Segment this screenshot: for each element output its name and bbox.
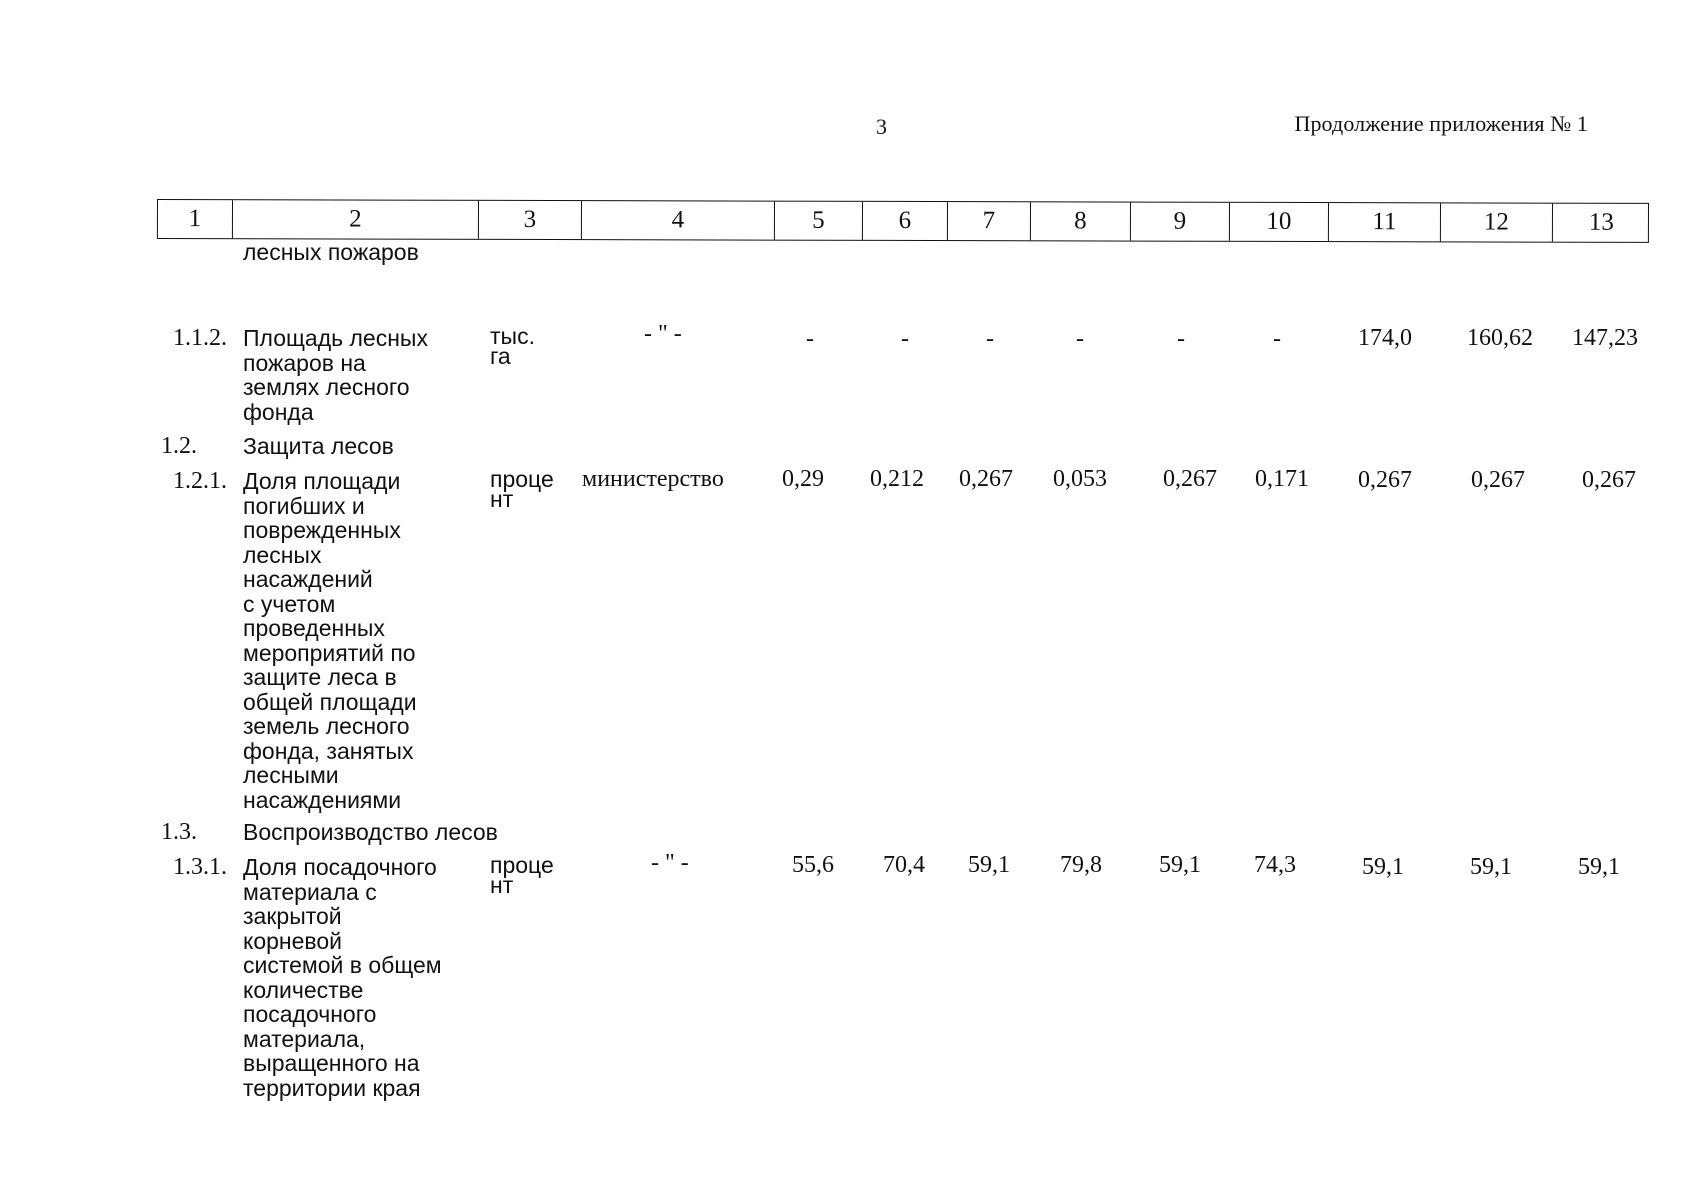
section-code: 1.2. (161, 433, 197, 459)
value-col-5: 55,6 (792, 852, 834, 878)
value-col-12: 160,62 (1467, 325, 1533, 351)
row-code: 1.2.1. (173, 468, 227, 494)
row-code: 1.3.1. (173, 854, 227, 880)
column-header-9: 9 (1130, 203, 1229, 241)
continuation-title: Продолжение приложения № 1 (1294, 111, 1588, 136)
column-header-6: 6 (862, 202, 947, 240)
indicator-name: Доля посадочного материала с закрытой корневой системой в общем количестве посадочного материала, выращенного на территории края (243, 854, 442, 1101)
value-col-8: 0,053 (1053, 466, 1107, 492)
section-title: Воспроизводство лесов (243, 819, 498, 845)
value-col-11: 174,0 (1358, 325, 1412, 351)
value-col-13: 147,23 (1572, 325, 1638, 351)
value-col-5: 0,29 (782, 466, 824, 492)
column-header-1: 1 (188, 205, 202, 233)
column-header-11: 11 (1328, 203, 1440, 241)
row-code: 1.1.2. (173, 325, 227, 351)
page-number: 3 (876, 114, 887, 139)
column-header-5: 5 (774, 202, 862, 240)
table-header-row (157, 199, 1649, 243)
value-col-7: - (986, 326, 994, 352)
column-header-7: 7 (947, 202, 1030, 240)
value-col-11: 0,267 (1358, 467, 1412, 493)
executor: - " - (651, 850, 689, 876)
value-col-12: 59,1 (1470, 854, 1512, 880)
value-col-12: 0,267 (1471, 467, 1525, 493)
value-col-10: - (1273, 326, 1281, 352)
value-col-10: 0,171 (1255, 466, 1309, 492)
value-col-9: 59,1 (1159, 852, 1201, 878)
value-col-5: - (806, 326, 814, 352)
column-header-8: 8 (1030, 202, 1130, 240)
value-col-11: 59,1 (1362, 854, 1404, 880)
value-col-8: - (1076, 326, 1084, 352)
value-col-13: 59,1 (1578, 854, 1620, 880)
unit-of-measure: проце нт (490, 466, 554, 512)
value-col-7: 0,267 (959, 466, 1013, 492)
column-header-12: 12 (1440, 203, 1552, 241)
column-header-10: 10 (1229, 203, 1328, 241)
executor: министерство (582, 466, 724, 492)
column-header-4: 4 (581, 201, 774, 240)
section-title: Защита лесов (243, 433, 394, 459)
unit-of-measure: проце нт (490, 852, 554, 898)
value-col-6: - (901, 326, 909, 352)
column-header-3: 3 (478, 201, 581, 239)
value-col-6: 70,4 (883, 852, 925, 878)
value-col-9: 0,267 (1163, 466, 1217, 492)
indicator-name: Площадь лесных пожаров на землях лесного фонда (243, 325, 428, 425)
column-header-13: 13 (1552, 204, 1650, 242)
carryover-text: лесных пожаров (243, 239, 419, 265)
indicator-name: Доля площади погибших и поврежденных лесных насаждений с учетом проведенных мероприятий по защите леса в общей площади земель лесного фонда, занятых лесными насаждениями (243, 468, 417, 813)
value-col-10: 74,3 (1254, 852, 1296, 878)
column-header-2: 2 (232, 200, 478, 239)
value-col-6: 0,212 (870, 466, 924, 492)
value-col-13: 0,267 (1582, 467, 1636, 493)
value-col-7: 59,1 (968, 852, 1010, 878)
executor: - " - (644, 321, 682, 347)
unit-of-measure: тыс. га (490, 323, 535, 369)
value-col-9: - (1177, 326, 1185, 352)
section-code: 1.3. (161, 819, 197, 845)
value-col-8: 79,8 (1060, 852, 1102, 878)
